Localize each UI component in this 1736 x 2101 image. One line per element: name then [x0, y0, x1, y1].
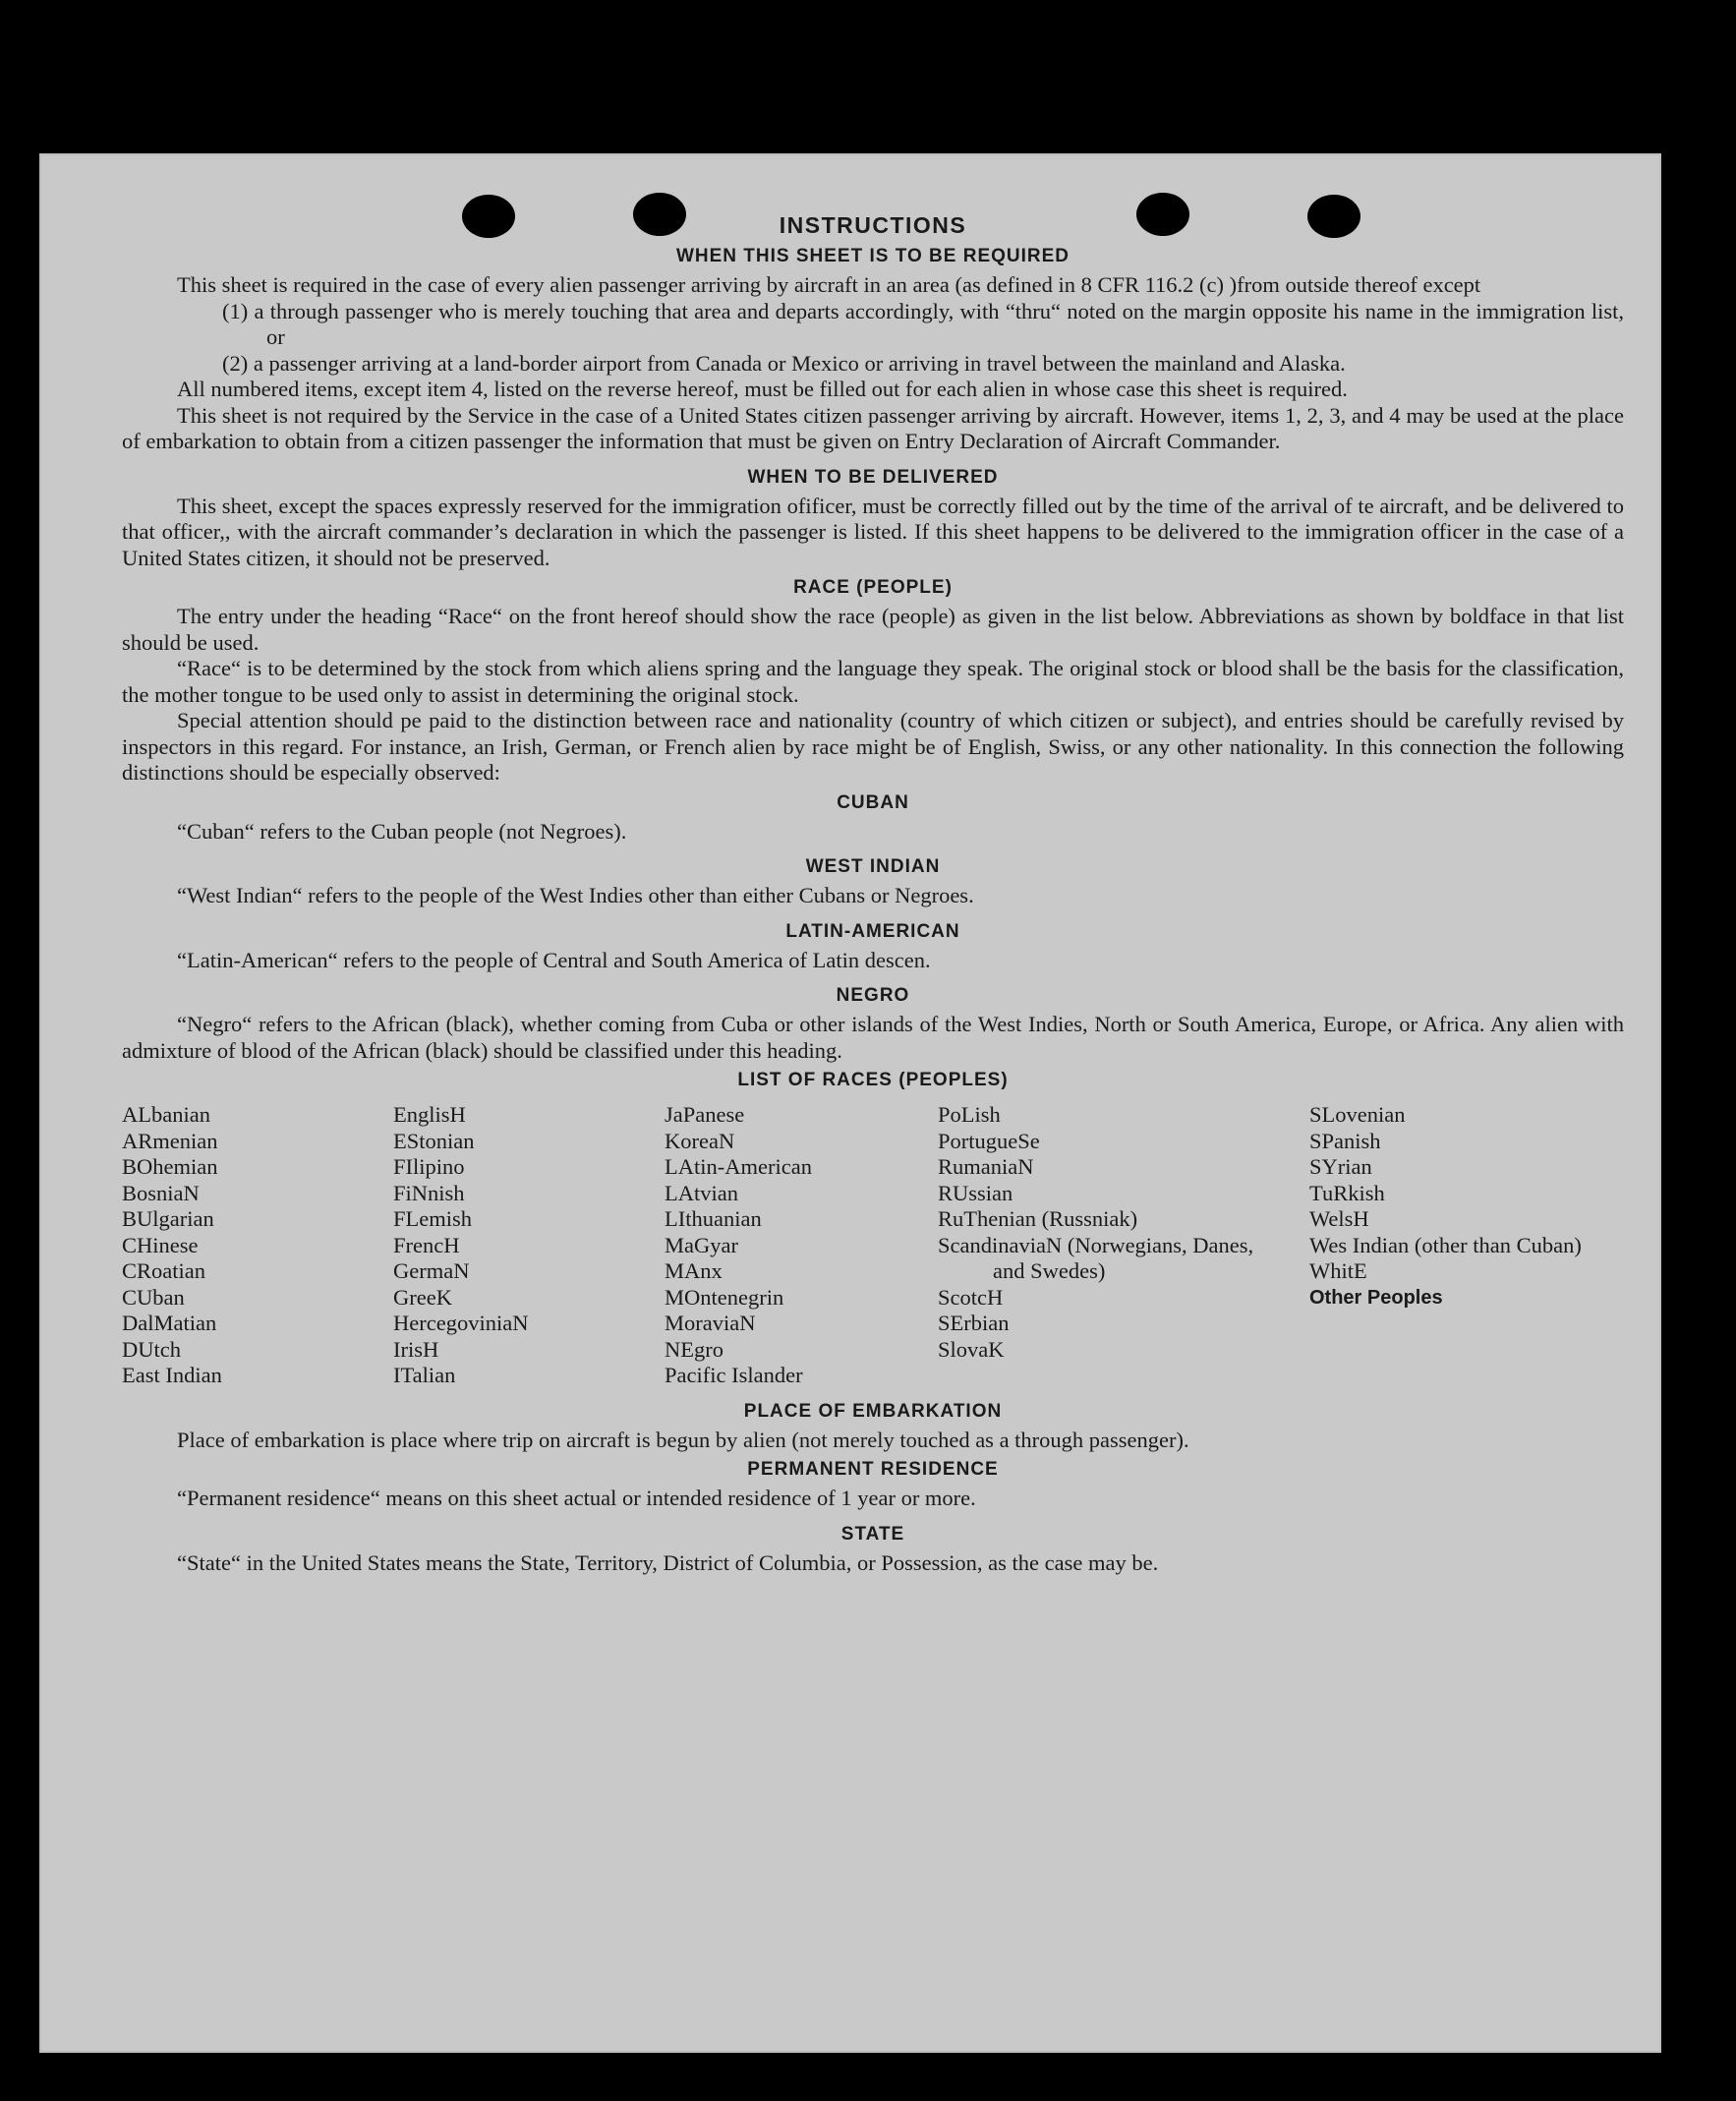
list-item: SLovenian [1309, 1102, 1406, 1127]
list-item: Pacific Islander [665, 1363, 803, 1387]
page-title: INSTRUCTIONS [779, 212, 967, 238]
races-column-5 [1309, 1102, 1585, 1389]
heading-residence: PERMANENT RESIDENCE [747, 1459, 999, 1480]
paragraph: The entry under the heading “Race“ on the front hereof should show the race (people) as given in the list below. Abbreviations as shown by boldface in that list should be used. [122, 604, 1624, 655]
list-item: WhitE [1309, 1258, 1367, 1283]
heading-latin-american: LATIN-AMERICAN [785, 920, 960, 942]
list-item: RuThenian (Russniak) [938, 1206, 1138, 1231]
list-item: PoLish [938, 1102, 1001, 1127]
list-item: LAtvian [665, 1180, 738, 1205]
list-item: East Indian [122, 1363, 222, 1387]
list-item: FIlipino [393, 1154, 465, 1179]
list-item: NEgro [665, 1336, 723, 1362]
list-item: GreeK [393, 1284, 452, 1310]
heading-race: RACE (PEOPLE) [793, 577, 953, 598]
list-item: SPanish [1309, 1128, 1381, 1153]
heading-required: WHEN THIS SHEET IS TO BE REQUIRED [675, 246, 1071, 266]
exception-item-2: (2) a passenger arriving at a land-border airport from Canada or Mexico or arriving in travel between the mainland and Alaska. [222, 350, 1346, 376]
paragraph: “Cuban“ refers to the Cuban people (not Negroes). [177, 818, 627, 844]
list-item: EStonian [393, 1128, 475, 1153]
paragraph: This sheet is not required by the Service in the case of a United States citizen passenger arriving by aircraft. However, items 1, 2, 3, and 4 may be used at the place of embarkation to obtain from a citizen passenger the information that must be given on Entry Declaration of Aircraft Commander. [122, 402, 1624, 453]
list-item: CUban [122, 1284, 185, 1310]
list-item: KoreaN [665, 1128, 735, 1153]
list-item: BUlgarian [122, 1206, 214, 1231]
heading-state: STATE [840, 1523, 905, 1545]
list-item: JaPanese [665, 1102, 745, 1127]
heading-delivered: WHEN TO BE DELIVERED [747, 466, 999, 488]
list-item: ARmenian [122, 1128, 218, 1153]
list-item: ScandinaviaN (Norwegians, Danes, and Swedes) [938, 1232, 1254, 1283]
list-item: SErbian [938, 1311, 1010, 1335]
list-item: BosniaN [122, 1180, 200, 1205]
list-item: MOntenegrin [665, 1284, 784, 1310]
races-column-3 [665, 1102, 938, 1389]
paragraph: “West Indian“ refers to the people of the West Indies other than either Cubans or Negroes. [177, 883, 974, 907]
list-item: EnglisH [393, 1102, 466, 1127]
list-item: RUssian [938, 1180, 1013, 1205]
paragraph: “Latin-American“ refers to the people of Central and South America of Latin descen. [177, 947, 931, 972]
list-item: BOhemian [122, 1154, 218, 1179]
paragraph: “Permanent residence“ means on this sheet actual or intended residence of 1 year or more. [177, 1486, 976, 1510]
paragraph: “Negro“ refers to the African (black), whether coming from Cuba or other islands of the West Indies, North or South America, Europe, or Africa. Any alien with admixture of blood of the African (black) should be classified under this heading. [122, 1012, 1624, 1063]
paragraph: “Race“ is to be determined by the stock from which aliens spring and the language they speak. The original stock or blood shall be the basis for the classification, the mother tongue to be used only to assist in determining the original stock. [122, 656, 1624, 707]
list-item: CRoatian [122, 1258, 205, 1283]
paragraph: All numbered items, except item 4, listed on the reverse hereof, must be filled out for each alien in whose case this sheet is required. [177, 377, 1348, 401]
list-item: CHinese [122, 1232, 199, 1257]
paragraph: This sheet is required in the case of every alien passenger arriving by aircraft in an area (as defined in 8 CFR 116.2 (c) )from outside thereof except [177, 272, 1481, 297]
document-sheet [39, 153, 1661, 2053]
list-item: Other Peoples [1309, 1286, 1443, 1309]
list-item: WelsH [1309, 1206, 1369, 1231]
list-item: MAnx [665, 1258, 723, 1283]
list-item: FiNnish [393, 1180, 465, 1205]
races-column-2 [393, 1102, 665, 1389]
list-item: Wes Indian (other than Cuban) [1309, 1232, 1582, 1257]
heading-embarkation: PLACE OF EMBARKATION [743, 1400, 1003, 1422]
list-item: SYrian [1309, 1154, 1372, 1179]
paragraph: Special attention should pe paid to the distinction between race and nationality (country of which citizen or subject), and entries should be carefully revised by inspectors in this regard. For instance, an Irish, German, or French alien by race might be of English, Swiss, or any other nationality. In this connection the following distinctions should be especially observed: [122, 708, 1624, 785]
races-list [122, 1102, 1624, 1389]
paragraph: “State“ in the United States means the State, Territory, District of Columbia, or Possession, as the case may be. [177, 1549, 1159, 1575]
list-item: RumaniaN [938, 1154, 1034, 1179]
list-item: MoraviaN [665, 1311, 756, 1335]
list-item: GermaN [393, 1258, 470, 1283]
list-item: LAtin-American [665, 1154, 812, 1179]
list-item: DUtch [122, 1336, 181, 1362]
paragraph: This sheet, except the spaces expressly reserved for the immigration ofificer, must be correctly filled out by the time of the arrival of te aircraft, and be delivered to that officer,, with the aircraft commander’s declaration in which the passenger is listed. If this sheet happens to be delivered to the immigration officer in the case of a United States citizen, it should not be preserved. [122, 493, 1624, 570]
list-item: ScotcH [938, 1284, 1004, 1310]
list-item: FLemish [393, 1206, 473, 1231]
races-column-4 [938, 1102, 1309, 1389]
heading-races-list: LIST OF RACES (PEOPLES) [737, 1070, 1009, 1090]
list-item: HercegoviniaN [393, 1311, 529, 1335]
list-item: TuRkish [1309, 1180, 1385, 1205]
list-item: FrencH [393, 1232, 460, 1257]
paragraph: Place of embarkation is place where trip on aircraft is begun by alien (not merely touched as a through passenger). [177, 1427, 1189, 1452]
heading-west-indian: WEST INDIAN [805, 856, 941, 877]
exception-item-1: (1) a through passenger who is merely touching that area and departs accordingly, with “thru“ noted on the margin opposite his name in the immigration list, or [222, 298, 1624, 349]
list-item: DalMatian [122, 1311, 217, 1335]
list-item: SlovaK [938, 1336, 1005, 1362]
heading-cuban: CUBAN [837, 791, 909, 813]
races-column-1 [122, 1102, 393, 1389]
heading-negro: NEGRO [836, 985, 910, 1006]
list-item: IrisH [393, 1336, 439, 1362]
list-item: ITalian [393, 1363, 456, 1387]
list-item: ALbanian [122, 1102, 210, 1127]
instructions-content [122, 210, 1624, 1576]
list-item: MaGyar [665, 1232, 738, 1257]
list-item: PortugueSe [938, 1128, 1040, 1153]
list-item: LIthuanian [665, 1206, 762, 1231]
